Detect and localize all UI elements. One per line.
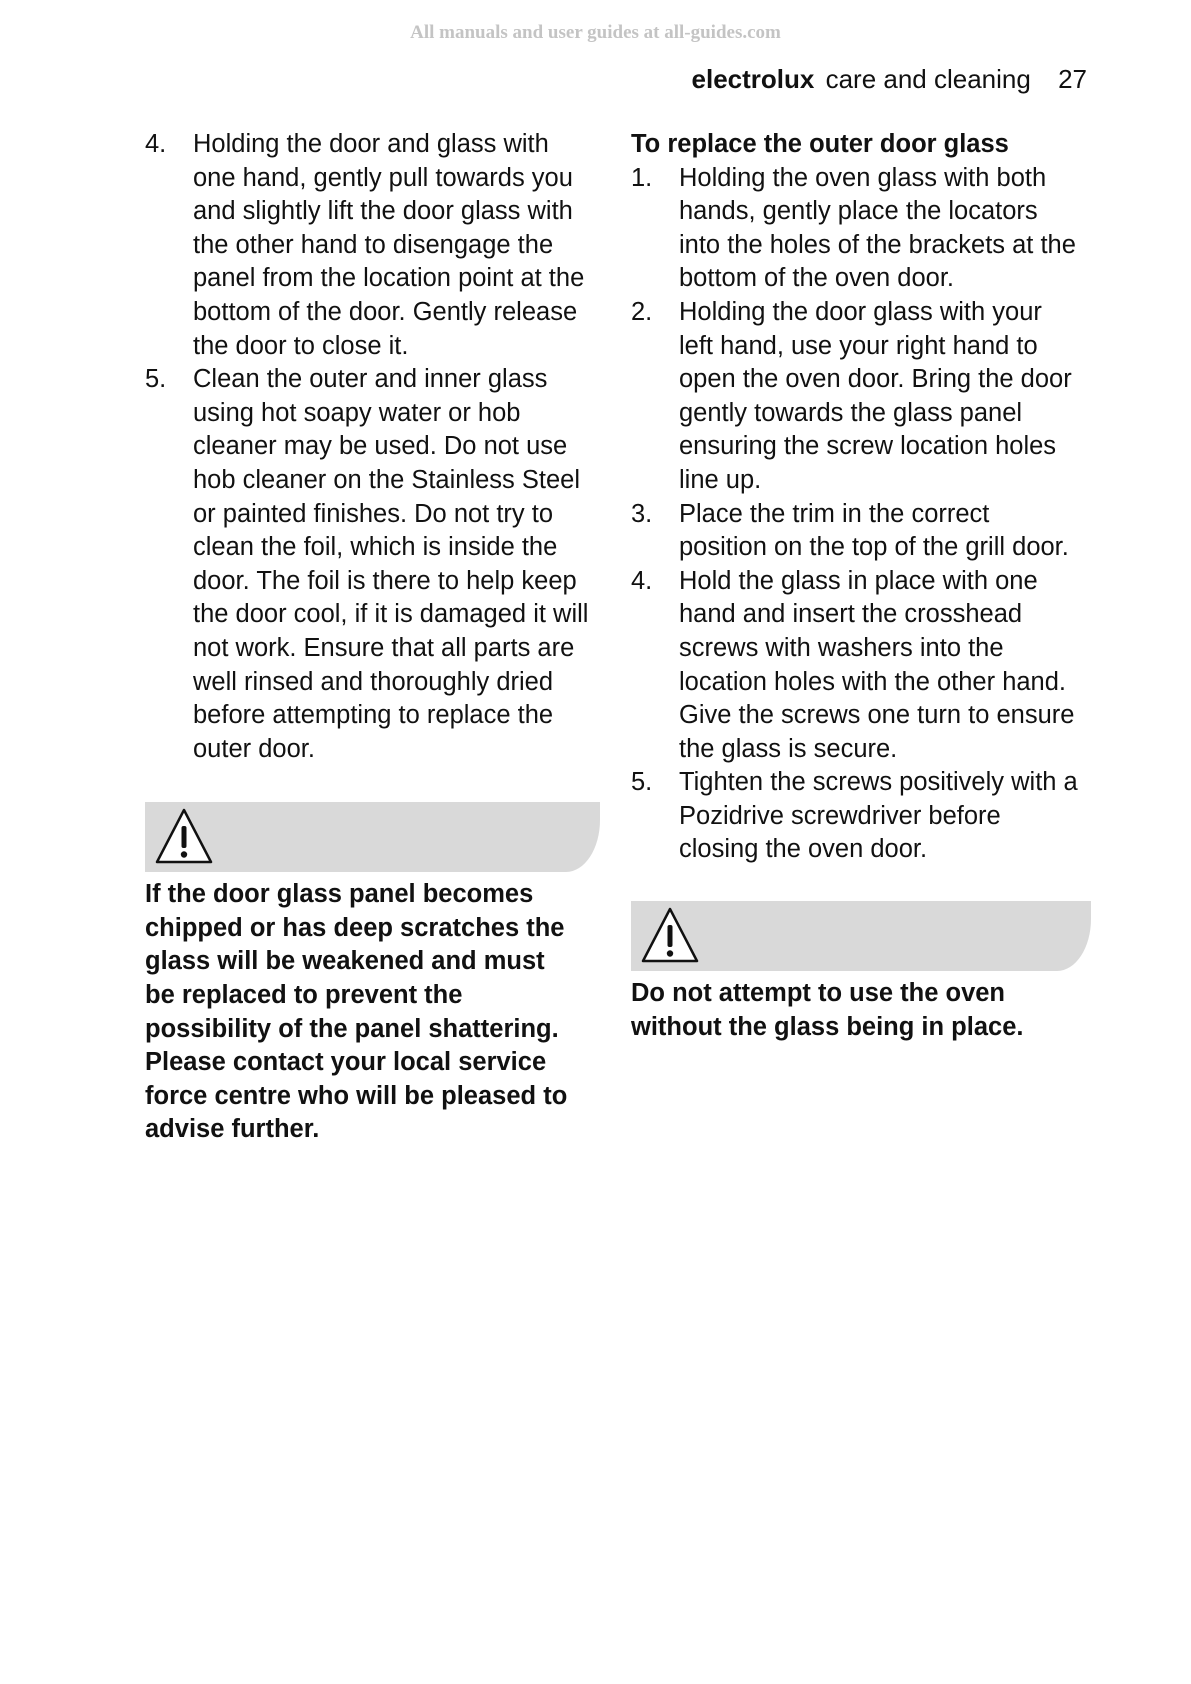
step-text: [193, 363, 600, 766]
page-number: 27: [1058, 64, 1087, 94]
text-line: and slightly lift the door glass with: [193, 197, 573, 226]
text-line: open the oven door. Bring the door: [679, 365, 1072, 394]
text-line: using hot soapy water or hob: [193, 398, 521, 427]
list-item: [631, 565, 1091, 767]
step-text: [679, 565, 1091, 767]
text-line: the door to close it.: [193, 331, 409, 360]
text-line: hands, gently place the locators: [679, 197, 1038, 226]
text-line: If the door glass panel becomes: [145, 880, 534, 909]
section-title: care and cleaning: [825, 64, 1031, 94]
text-line: Pozidrive screwdriver before: [679, 801, 1001, 830]
right-column: [631, 128, 1091, 1044]
text-line: location holes with the other hand.: [679, 667, 1067, 696]
page-header: [692, 64, 1087, 95]
text-line: Give the screws one turn to ensure: [679, 701, 1075, 730]
warning-box: [145, 802, 600, 1147]
warning-triangle-icon: [153, 806, 215, 868]
step-number: 4.: [145, 130, 167, 158]
text-line: possibility of the panel shattering.: [145, 1014, 559, 1043]
list-item: [145, 128, 600, 363]
text-line: Please contact your local service: [145, 1048, 547, 1077]
text-line: cleaner may be used. Do not use: [193, 432, 568, 461]
text-line: the glass is secure.: [679, 734, 898, 763]
text-line: outer door.: [193, 734, 315, 763]
warning-text: [145, 878, 600, 1147]
text-line: Do not attempt to use the oven: [631, 979, 1006, 1008]
text-line: Hold the glass in place with one: [679, 566, 1038, 595]
text-line: ensuring the screw location holes: [679, 432, 1057, 461]
text-line: Holding the door glass with your: [679, 297, 1042, 326]
text-line: chipped or has deep scratches the: [145, 913, 565, 942]
right-steps-list: [631, 162, 1091, 867]
warning-text: [631, 977, 1091, 1044]
text-line: well rinsed and thoroughly dried: [193, 667, 554, 696]
list-item: [631, 162, 1091, 296]
text-line: screws with washers into the: [679, 633, 1004, 662]
step-number: 2.: [631, 297, 653, 326]
text-line: panel from the location point at the: [193, 264, 585, 293]
step-number: 1.: [631, 163, 653, 192]
list-item: [631, 766, 1091, 867]
section-heading: To replace the outer door glass: [631, 130, 1009, 158]
text-line: Holding the door and glass with: [193, 130, 549, 158]
warning-box: [631, 901, 1091, 1044]
text-line: clean the foil, which is inside the: [193, 533, 558, 562]
list-item: [631, 296, 1091, 498]
step-text: [679, 766, 1091, 867]
text-line: hob cleaner on the Stainless Steel: [193, 465, 581, 494]
text-line: before attempting to replace the: [193, 701, 554, 730]
warning-banner: [631, 901, 1091, 971]
text-line: into the holes of the brackets at the: [679, 230, 1076, 259]
step-number: 4.: [631, 566, 653, 595]
warning-triangle-icon: [639, 905, 701, 967]
text-line: Place the trim in the correct: [679, 499, 990, 528]
step-text: [679, 498, 1091, 565]
left-column: [145, 128, 600, 1147]
text-line: force centre who will be pleased to: [145, 1081, 568, 1110]
text-line: bottom of the door. Gently release: [193, 297, 578, 326]
text-line: bottom of the oven door.: [679, 264, 955, 293]
text-line: one hand, gently pull towards you: [193, 163, 573, 192]
text-line: left hand, use your right hand to: [679, 331, 1038, 360]
text-line: without the glass being in place.: [631, 1012, 1024, 1041]
text-line: gently towards the glass panel: [679, 398, 1023, 427]
list-item: [145, 363, 600, 766]
text-line: not work. Ensure that all parts are: [193, 633, 575, 662]
step-number: 3.: [631, 499, 653, 528]
text-line: Tighten the screws positively with a: [679, 768, 1078, 797]
text-line: line up.: [679, 465, 762, 494]
text-line: be replaced to prevent the: [145, 981, 463, 1010]
step-number: 5.: [145, 365, 167, 394]
text-line: door. The foil is there to help keep: [193, 566, 577, 595]
step-text: [679, 162, 1091, 296]
watermark: All manuals and user guides at all-guides.com: [410, 22, 781, 43]
left-steps-list: [145, 128, 600, 766]
text-line: the other hand to disengage the: [193, 230, 554, 259]
step-number: 5.: [631, 768, 653, 797]
text-line: Holding the oven glass with both: [679, 163, 1047, 192]
list-item: [631, 498, 1091, 565]
text-line: glass will be weakened and must: [145, 947, 545, 976]
text-line: closing the oven door.: [679, 835, 928, 864]
brand-name: electrolux: [691, 64, 815, 94]
step-text: [193, 128, 600, 363]
text-line: advise further.: [145, 1115, 320, 1144]
text-line: hand and insert the crosshead: [679, 600, 1023, 629]
text-line: position on the top of the grill door.: [679, 533, 1069, 562]
step-text: [679, 296, 1091, 498]
warning-banner: [145, 802, 600, 872]
text-line: the door cool, if it is damaged it will: [193, 600, 589, 629]
text-line: or painted finishes. Do not try to: [193, 499, 554, 528]
text-line: Clean the outer and inner glass: [193, 365, 548, 394]
